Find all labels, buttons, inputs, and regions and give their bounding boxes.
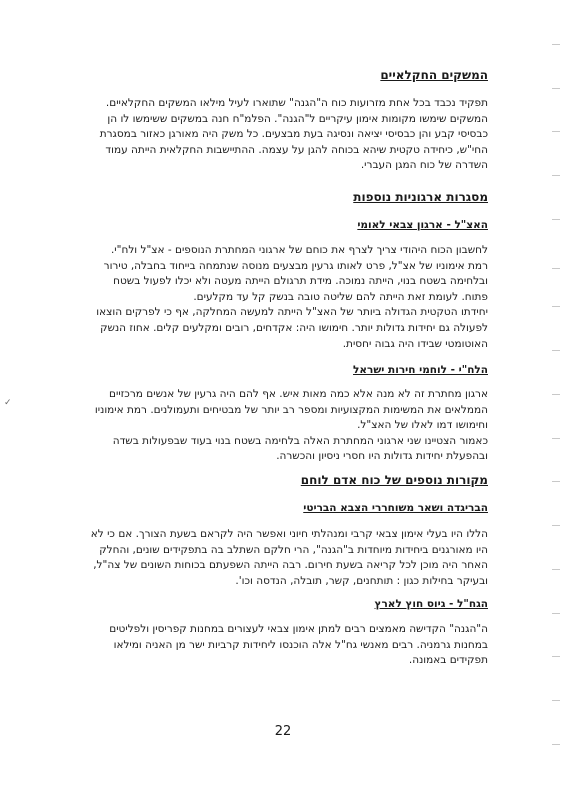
margin-tick [552,88,560,89]
margin-tick [552,656,560,657]
text-line: לחשבון הכוח היהודי צריך לצרף את כוחם של ארגוני המחתרת הנוספים - אצ"ל ולח"י. [110,244,488,256]
text-line: לפעולה גם יחידות גדולות יותר. חימושו היה: אקדחים, רובים ומקלעים קלים. אחוז הנשק [100,321,488,334]
text-line: הללו היו בעלי אימון צבאי קרבי ומנהלתי חיוני ואפשר היה לקראם בשעת הצורך. אם כי לא [90,528,488,540]
margin-tick [552,219,560,220]
heading-farms: המשקים החקלאיים [380,68,488,82]
text-line: האוטומטי שבידו היה גבוה יחסית. [342,337,488,350]
margin-tick [552,700,560,701]
margin-tick [552,131,560,132]
margin-tick [552,481,560,482]
paragraph-etzel [68,243,488,352]
text-line: האחר היה מוכן לכל קריאה בשעת חירום. רבה הייתה השפעתם בכוחות השונים של צה"ל, [93,559,488,572]
page-number: 22 [274,724,292,739]
text-line: במחנות גרמניה. רבים מאנשי גח"ל אלה הוכנסו ליחידות קרביות ישר מן האניה ומילאו [113,638,488,651]
paragraph-farms [68,96,488,174]
text-line: הממלאים את המשימות המקצועיות ומספר רב יותר של מבטיחים ותעמולנים. רמת אימוניו [94,403,488,416]
paragraph-lehi [68,387,488,465]
text-line: וחימושו דמו לאלו של האצ"ל. [357,419,488,432]
text-line: היו מאורגנים ביחידות מיוחדות ב"הגנה", הרי חלקם השתלב בה בתפקידים שונים, והחלק [99,543,488,556]
margin-tick [552,306,560,307]
text-line: ה"הגנה" הקדישה מאמצים רבים למתן אימון צבאי לעצורים במחנות קפריסין ולפליטים [109,623,488,635]
margin-tick [552,44,560,45]
text-line: רמת אימוניו של אצ"ל, פרט לאותו גרעין מבצעים מנוסה שנתמחה בייחוד בחבלה, טירור [103,259,488,272]
text-line: תפקיד נכבד בכל אחת מזרועות כוח ה"הגנה" שתוארו לעיל מילאו המשקים החקלאיים. [105,97,488,109]
subheading-lehi: הלח"י - לוחמי חירות ישראל [353,364,488,376]
margin-tick [552,744,560,745]
margin-tick [552,525,560,526]
paragraph-brigade [68,527,488,589]
text-line: החי"ש, כיחידה טקטית שיהא בכוחה להגן על עצמה. ההתיישבות החקלאית הייתה עמוד [105,143,488,156]
text-line: יחידתו הטקטית הגדולה ביותר של האצ"ל הייתה למעשה המחלקה, אף כי לפרקים הוצאו [96,306,488,319]
margin-tick [552,613,560,614]
subheading-gahal: הגח"ל - גיוס חוץ לארץ [374,598,488,610]
margin-tick [552,350,560,351]
margin-tick [552,438,560,439]
text-line: כבסיסי קבע והן כבסיסי יציאה ונסיגה בעת מבצעים. כל משק היה מאורגן כאזור במסגרת [99,128,488,141]
heading-additional-sources: מקורות נוספים של כוח אדם לוחם [300,473,488,487]
margin-tick [552,569,560,570]
text-line: השדרה של כוח המגן העברי. [360,159,488,172]
text-line: תפקידים באמונה. [408,654,488,667]
paragraph-gahal [68,622,488,669]
margin-tick [552,268,560,269]
handwritten-mark: ✓ [4,398,12,408]
heading-other-frameworks: מסגרות ארגוניות נוספות [353,190,488,204]
subheading-etzel: האצ"ל - ארגון צבאי לאומי [357,219,488,231]
subheading-brigade: הבריגדה ושאר משוחררי הצבא הבריטי [303,502,488,514]
margin-tick [552,394,560,395]
text-line: ארגון מחתרת זה לא מנה אלא כמה מאות איש. אף להם היה גרעין של אנשים מרכזיים [109,388,488,400]
text-line: המשקים שימשו מקומות אימון עיקריים ל"הגנה". הפלמ"ח חנה במשקים ששימשו לו הן [107,112,488,125]
text-line: ובהפעלת יחידות גדולות היו חסרי ניסיון והכשרה. [276,450,488,463]
text-line: ובעיקר בחילות כגון : תותחנים, קשר, תובלה, הנדסה וכו'. [235,574,488,587]
text-line: ובלחימה בשטח בנוי, הייתה נמוכה. מידת תרגולם הייתה מעטה ולא יכלו לפעול בשטח [113,275,488,288]
text-line: פתוח. לעומת זאת הייתה להם שליטה טובה בנשק קל עד מקלעים. [193,290,488,303]
text-line: כאמור הצטיינו שני ארגוני המחתרת האלה בלחימה בשטח בנוי בעוד שבפעולות בשדה [112,434,488,447]
margin-tick [552,175,560,176]
